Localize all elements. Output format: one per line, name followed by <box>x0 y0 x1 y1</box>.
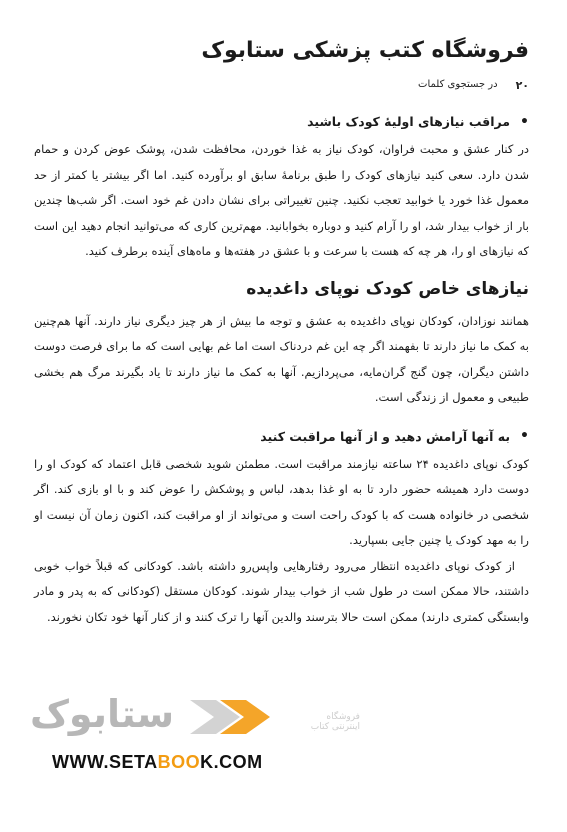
watermark-subtitle: فروشگاه اینترنتی کتاب <box>310 712 360 732</box>
paragraph-care-2: از کودک نوپای داغدیده انتظار می‌رود رفتارهایی واپس‌رو داشته باشد. کودکانی که قبلاً خواب خوبی داشتند، حالا ممکن است در طول شب از خواب بیدار شوند. کودکان مستقل (کودکانی که به پدر و مادر وابستگی کمتری دارند) ممکن است حالا بترسند والدین آنها را ترک کنند و از کنار آنها خود تکان نخورند. <box>34 558 529 624</box>
bullet-heading-basic-needs <box>34 114 529 129</box>
url-accent: BOO <box>157 752 201 772</box>
page-content <box>34 108 529 630</box>
url-prefix: WWW.SETA <box>52 752 158 772</box>
footer-url[interactable] <box>52 752 263 773</box>
bullet-heading-comfort <box>34 429 529 444</box>
paragraph-toddler-needs: همانند نوزادان، کودکان نوپای داغدیده به عشق و توجه ما بیش از هر چیز دیگری نیاز دارند. آنها هم‌چنین به کمک ما نیاز دارند تا بفهمند اگر چه این غم دردناک است اما غم بهایی است که ما برای فرصت دوست داشتن دیگران، چون گنج گران‌مایه، می‌پردازیم. آنها به کمک ما نیاز دارند تا یاد بگیرند مرگ هم بخشی طبیعی و معمول از زندگی است. <box>34 313 529 404</box>
heading-text: به آنها آرامش دهید و از آنها مراقبت کنید <box>260 428 511 444</box>
watermark-logo-text: ستابوک <box>30 692 175 736</box>
chevron-logo-icon <box>190 692 280 742</box>
watermark-logo <box>30 690 360 748</box>
page-title: فروشگاه کتب پزشکی ستابوک <box>201 38 529 63</box>
running-title: در جستجوی کلمات <box>418 79 498 90</box>
paragraph-basic-needs: در کنار عشق و محبت فراوان، کودک نیاز به غذا خوردن، محافظت شدن، پوشک عوض کردن و حمام شدن دارد. سعی کنید نیازهای کودک را طبق برنامهٔ سابق او برآورده کنید. اما اگر بیشتر یا کمتر از حد معمول غذا خورد یا خوابید تعجب نکنید. چنین تغییراتی برای نشان دادن غم خود است. اگر شب‌ها چندین بار از خواب بیدار شد، او را آرام کنید و دوباره بخوابانید. مهم‌ترین کاری که می‌توانید انجام دهید این است که نیازهای او را، هر چه که هست با سرعت و با عشق در هفته‌ها و ماه‌های آینده برطرف کنید. <box>34 142 529 258</box>
page-number: ۲۰ <box>515 79 529 92</box>
paragraph-care-1: کودک نوپای داغدیده ۲۴ ساعته نیازمند مراقبت است. مطمئن شوید شخصی قابل اعتماد که کودک او را دوست دارد همیشه حضور دارد تا به او غذا بدهد، لباس و پوشکش را عوض کند و با او بازی کند. اگر شخصی در خانواده هست که با کودک راحت است و می‌تواند از او مراقبت کند، اکنون زمان آن نیست او را به مهد کودک یا چنین جایی بسپارید. <box>34 456 529 547</box>
running-header <box>34 79 529 92</box>
bullet-icon: • <box>520 428 529 444</box>
heading-text: مراقب نیازهای اولیهٔ کودک باشید <box>307 114 511 129</box>
section-title-toddler: نیازهای خاص کودک نوپای داغدیده <box>246 278 529 299</box>
bullet-icon: • <box>520 113 529 130</box>
url-suffix: K.COM <box>200 752 263 772</box>
